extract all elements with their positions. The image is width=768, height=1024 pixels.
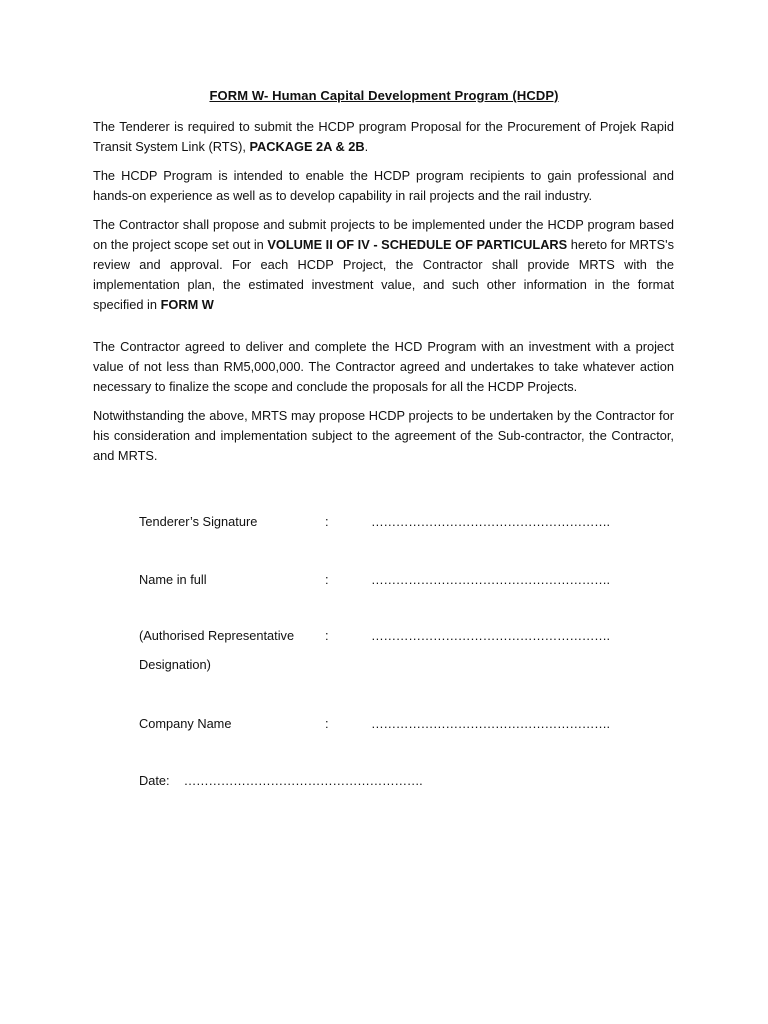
- p3-volume-ref: VOLUME II OF IV - SCHEDULE OF PARTICULARS: [267, 237, 568, 252]
- name-row: [139, 570, 610, 590]
- name-dotted-line: ………………………………………………….: [371, 572, 610, 587]
- colon: :: [325, 716, 329, 731]
- company-row: [139, 714, 610, 734]
- date-dotted-line: ………………………………………………….: [183, 773, 423, 788]
- date-row: [139, 771, 422, 791]
- paragraph-notwithstanding: Notwithstanding the above, MRTS may propose HCDP projects to be undertaken by the Contractor for his consideration and implementation subject to the agreement of the Sub-contractor, the Contractor, and MRTS.: [93, 408, 674, 463]
- form-title: FORM W- Human Capital Development Program (HCDP): [209, 88, 559, 103]
- signature-dotted-line: ………………………………………………….: [371, 514, 610, 529]
- p3-form-ref: FORM W: [160, 297, 214, 312]
- company-name-label: Company Name: [139, 716, 232, 731]
- signature-row: [139, 512, 610, 532]
- paragraph-tender-proposal: [93, 117, 674, 157]
- colon: :: [325, 572, 329, 587]
- name-in-full-label: Name in full: [139, 572, 207, 587]
- p3-text-c: hereto for MRTS's review and approval. For each HCDP Project, the Contractor shall provide MRTS with the implementation plan, the estimated investment value, and such other information in the format specified in: [93, 237, 674, 312]
- paragraph-program-intent: The HCDP Program is intended to enable the HCDP program recipients to gain professional and hands-on experience as well as to develop capability in rail projects and the rail industry.: [93, 168, 674, 203]
- authorised-rep-dotted-line: ………………………………………………….: [371, 628, 610, 643]
- p1-package: PACKAGE 2A & 2B: [249, 139, 365, 154]
- authorised-rep-row: [139, 626, 610, 646]
- p1-text: The Tenderer is required to submit the HCDP program Proposal for the Procurement of Projek Rapid Transit System Link (RTS),: [93, 119, 674, 154]
- authorised-rep-label: (Authorised Representative: [139, 628, 295, 643]
- p1-end: .: [364, 139, 369, 154]
- date-label: Date:: [139, 773, 170, 788]
- tenderer-signature-label: Tenderer’s Signature: [139, 514, 258, 529]
- paragraph-contractor-proposal: [93, 215, 674, 315]
- paragraph-investment: The Contractor agreed to deliver and complete the HCD Program with an investment with a project value of not less than RM5,000,000. The Contractor agreed and undertakes to take whatever action necessary to finalize the scope and conclude the proposals for all the HCDP Projects.: [93, 339, 674, 394]
- designation-label: Designation): [139, 657, 211, 672]
- colon: :: [325, 628, 329, 643]
- p3-text-a: The Contractor shall propose and submit projects to be implemented under the HCDP program based on the project scope set out in: [93, 217, 674, 252]
- designation-row: [139, 655, 599, 675]
- company-dotted-line: ………………………………………………….: [371, 716, 610, 731]
- colon: :: [325, 514, 329, 529]
- document-body: [93, 117, 674, 475]
